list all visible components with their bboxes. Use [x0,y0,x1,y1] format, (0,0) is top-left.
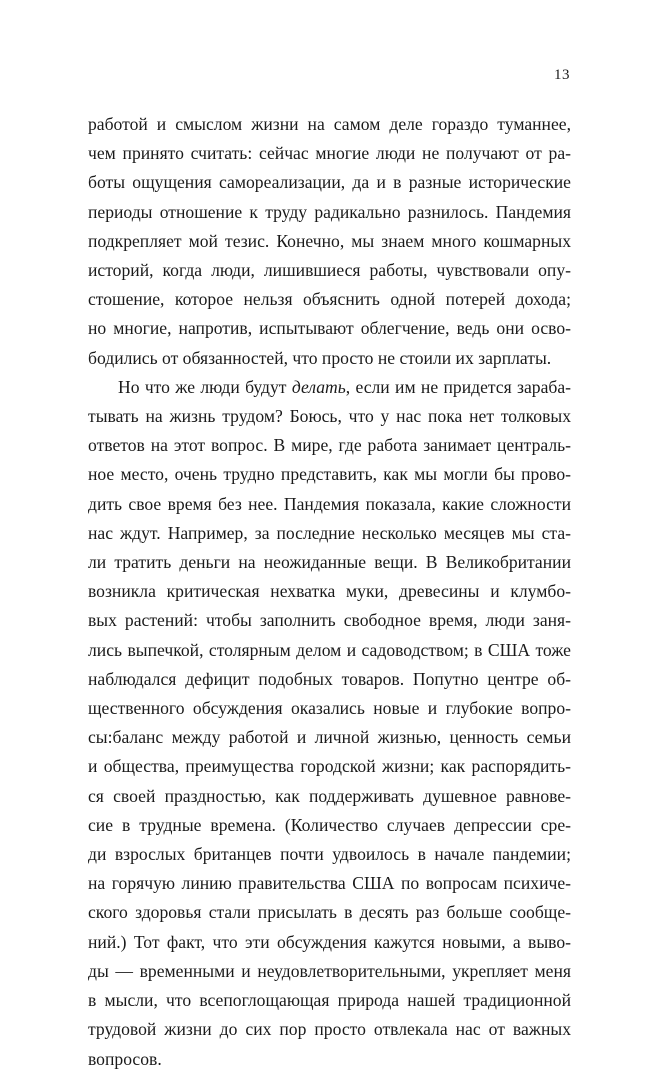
text-line: вопросов. [88,1048,162,1069]
text-line: лись выпечкой, столярным делом и садоводством; в США тоже [88,639,571,660]
text-line: ное место, очень трудно представить, как мы могли бы прово- [88,464,571,485]
page-number: 13 [554,67,570,83]
text-line: ся своей праздностью, как поддерживать душевное равнове- [88,785,571,806]
emphasized-word: делать [291,376,346,397]
text-line: вых растений: чтобы заполнить свободное время, люди заня- [88,610,571,631]
text-line: историй, когда люди, лишившиеся работы, чувствовали опу- [88,260,571,281]
text-line: возникла критическая нехватка муки, древесины и клумбо- [88,581,571,602]
text-line: но многие, напротив, испытывают облегчение, ведь они осво- [88,318,571,339]
text-line: наблюдался дефицит подобных товаров. Попутно центре об- [88,668,571,689]
text-line: ди взрослых британцев почти удвоилось в начале пандемии; [88,844,571,865]
text-line: на горячую линию правительства США по вопросам психиче- [88,873,571,894]
text-line: боты ощущения самореализации, да и в разные исторические [88,172,571,193]
text-line: дить свое время без нее. Пандемия показала, какие сложности [88,493,571,514]
text-line: ответов на этот вопрос. В мире, где работа занимает централь- [88,435,571,456]
text-line: ли тратить деньги на неожиданные вещи. В Великобритании [88,552,571,573]
paragraph [88,110,571,373]
text-line: нас ждут. Например, за последние несколько месяцев мы ста- [88,522,571,543]
text-line: трудовой жизни до сих пор просто отвлекала нас от важных [88,1019,571,1040]
text-line: сие в трудные времена. (Количество случаев депрессии сре- [88,814,571,835]
text-run: Но что же люди будут [118,376,292,397]
text-line: щественного обсуждения оказались новые и глубокие вопро- [88,698,571,719]
text-line: чем принято считать: сейчас многие люди не получают от ра- [88,143,571,164]
text-line: ского здоровья стали присылать в десять раз больше сообще- [88,902,571,923]
text-line: сы:баланс между работой и личной жизнью, ценность семьи [88,727,571,748]
paragraph [88,373,571,1074]
text-line: работой и смыслом жизни на самом деле гораздо туманнее, [88,114,571,134]
text-line: тывать на жизнь трудом? Боюсь, что у нас пока нет толковых [88,406,571,427]
text-line: периоды отношение к труду радикально разнилось. Пандемия [88,201,571,222]
body-text [88,110,571,1074]
text-line: ний.) Тот факт, что эти обсуждения кажутся новыми, а выво- [88,931,571,952]
text-line: и общества, преимущества городской жизни; как распорядить- [88,756,571,777]
text-line: стошение, которое нельзя объяснить одной потерей дохода; [88,289,571,310]
text-line: бодились от обязанностей, что просто не стоили их зарплаты. [88,347,552,368]
text-line: ды — временными и неудовлетворительными, укрепляет меня [88,960,571,981]
text-line: подкрепляет мой тезис. Конечно, мы знаем много кошмарных [88,230,571,251]
paragraph-first-line [88,373,571,402]
text-run: , если им не придется зараба- [345,376,571,397]
text-line: в мысли, что всепоглощающая природа нашей традиционной [88,990,571,1011]
